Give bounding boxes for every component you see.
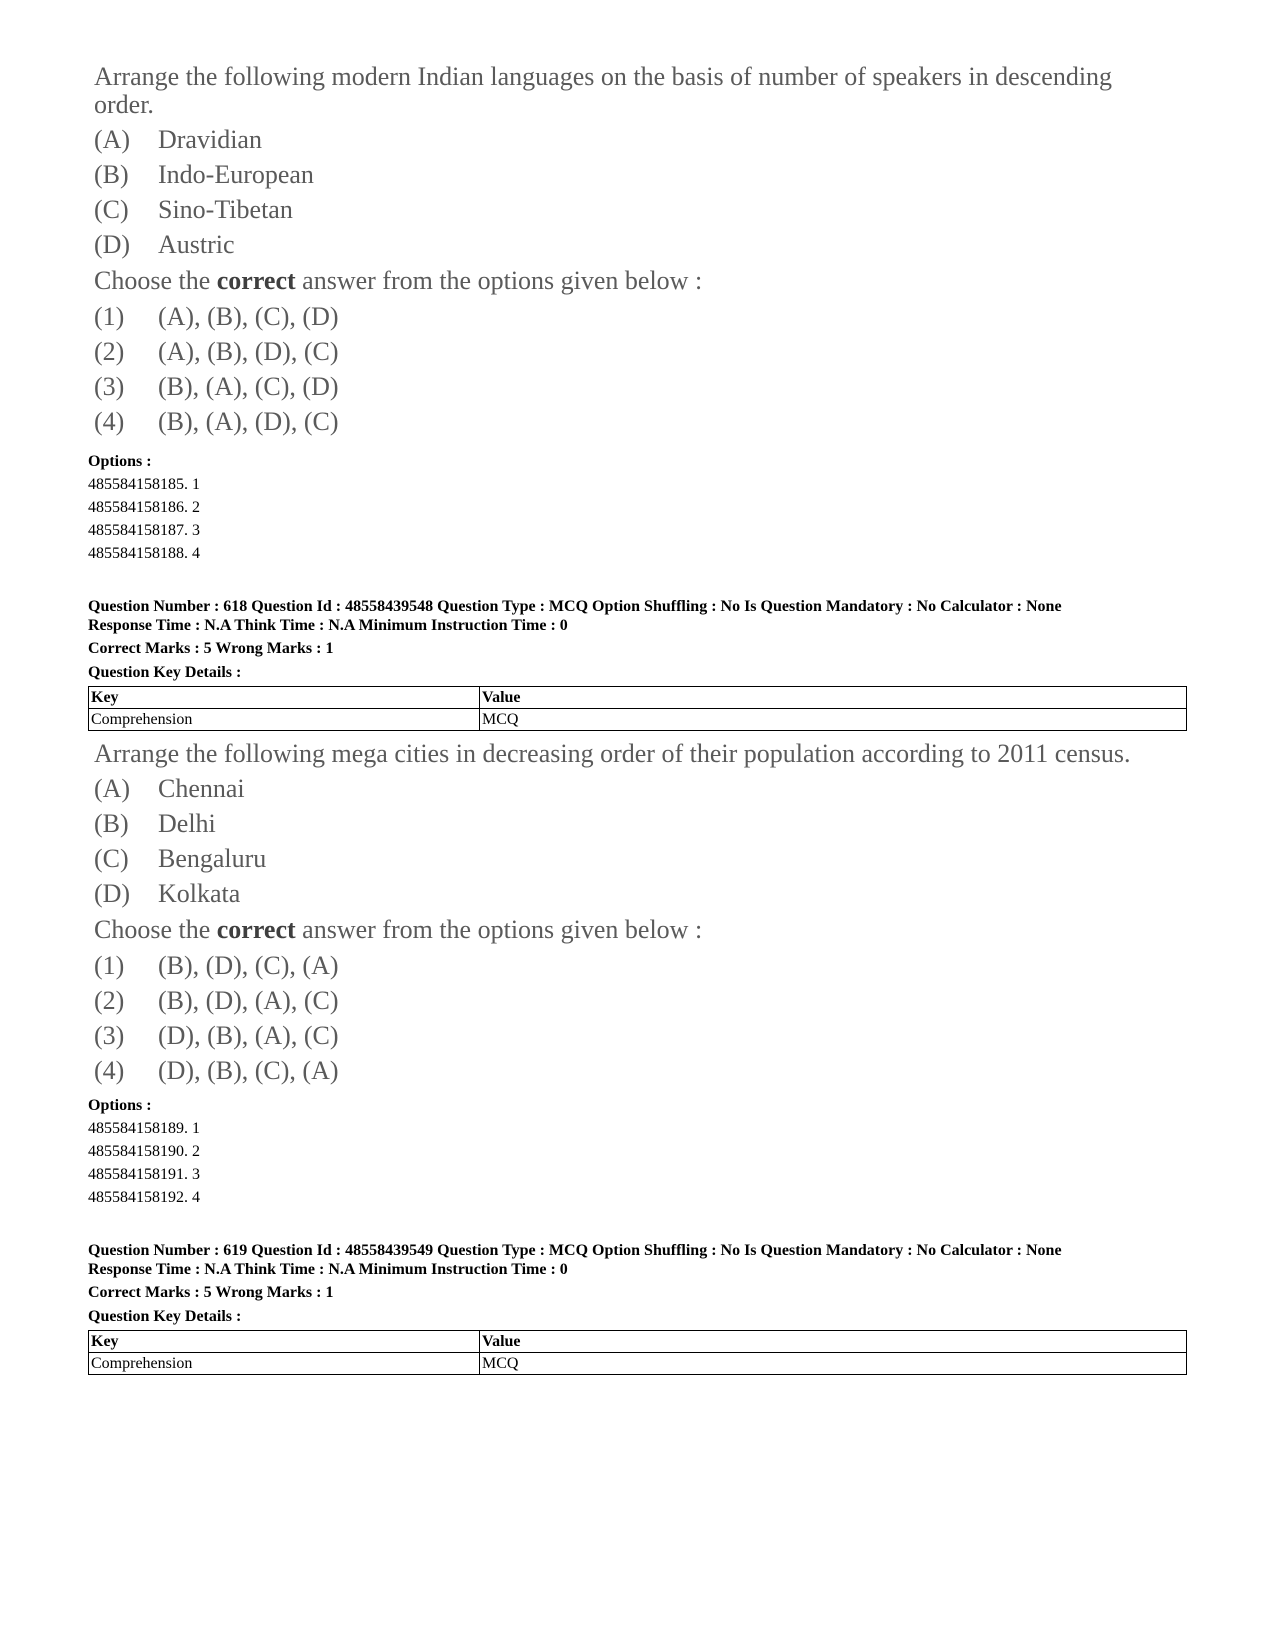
table-cell-value: MCQ (480, 1353, 1187, 1375)
table-cell-key: Comprehension (89, 709, 480, 731)
option-id-4: 485584158188. 4 (88, 545, 200, 562)
answer-text-2: (A), (B), (D), (C) (158, 337, 339, 366)
option-id-2: 485584158190. 2 (88, 1143, 200, 1160)
question-617-image (94, 62, 1194, 462)
question-key-details-label: Question Key Details : (88, 1308, 242, 1325)
options-heading: Options : (88, 453, 152, 470)
item-label-b: (B) (94, 809, 129, 838)
answer-label-4: (4) (94, 407, 125, 436)
question-stem-line-2: order. (94, 90, 154, 119)
choose-instruction: Choose the correct answer from the options given below : (94, 915, 703, 944)
question-key-table (88, 1330, 1187, 1375)
table-cell-value: MCQ (480, 709, 1187, 731)
question-meta-line-2: Response Time : N.A Think Time : N.A Minimum Instruction Time : 0 (88, 1261, 568, 1278)
table-cell-key: Comprehension (89, 1353, 480, 1375)
item-label-a: (A) (94, 125, 131, 154)
table-header-row (89, 687, 1187, 709)
answer-text-3: (B), (A), (C), (D) (158, 372, 339, 401)
item-text-a: Chennai (158, 774, 245, 803)
option-id-4: 485584158192. 4 (88, 1189, 200, 1206)
answer-text-2: (B), (D), (A), (C) (158, 986, 339, 1015)
table-header-key: Key (89, 687, 480, 709)
answer-label-2: (2) (94, 337, 125, 366)
answer-label-4: (4) (94, 1056, 125, 1085)
item-text-b: Delhi (158, 809, 216, 838)
question-stem-line-1: Arrange the following mega cities in decreasing order of their population according to 2011 census. (94, 739, 1131, 768)
answer-text-4: (B), (A), (D), (C) (158, 407, 339, 436)
table-header-key: Key (89, 1331, 480, 1353)
item-label-a: (A) (94, 774, 131, 803)
option-id-1: 485584158189. 1 (88, 1120, 200, 1137)
answer-label-3: (3) (94, 1021, 125, 1050)
table-header-row (89, 1331, 1187, 1353)
item-text-a: Dravidian (158, 125, 262, 154)
table-header-value: Value (480, 1331, 1187, 1353)
question-meta-line-1: Question Number : 619 Question Id : 48558439549 Question Type : MCQ Option Shuffling : No Is Question Mandatory : No Calculator : None (88, 1242, 1062, 1259)
question-key-table (88, 686, 1187, 731)
item-text-d: Austric (158, 230, 235, 259)
question-key-details-label: Question Key Details : (88, 664, 242, 681)
question-marks: Correct Marks : 5 Wrong Marks : 1 (88, 1284, 334, 1301)
answer-label-1: (1) (94, 951, 125, 980)
question-stem-line-1: Arrange the following modern Indian languages on the basis of number of speakers in descending (94, 62, 1113, 91)
question-meta-line-1: Question Number : 618 Question Id : 48558439548 Question Type : MCQ Option Shuffling : No Is Question Mandatory : No Calculator : None (88, 598, 1062, 615)
table-header-value: Value (480, 687, 1187, 709)
item-text-b: Indo-European (158, 160, 314, 189)
question-618-image (94, 739, 1194, 1109)
answer-text-1: (B), (D), (C), (A) (158, 951, 339, 980)
item-label-d: (D) (94, 230, 131, 259)
item-label-c: (C) (94, 844, 129, 873)
option-id-1: 485584158185. 1 (88, 476, 200, 493)
item-text-c: Sino-Tibetan (158, 195, 293, 224)
question-marks: Correct Marks : 5 Wrong Marks : 1 (88, 640, 334, 657)
table-row (89, 709, 1187, 731)
answer-label-3: (3) (94, 372, 125, 401)
answer-text-4: (D), (B), (C), (A) (158, 1056, 339, 1085)
item-text-c: Bengaluru (158, 844, 267, 873)
answer-label-2: (2) (94, 986, 125, 1015)
item-label-d: (D) (94, 879, 131, 908)
option-id-2: 485584158186. 2 (88, 499, 200, 516)
item-label-b: (B) (94, 160, 129, 189)
item-label-c: (C) (94, 195, 129, 224)
item-text-d: Kolkata (158, 879, 241, 908)
option-id-3: 485584158191. 3 (88, 1166, 200, 1183)
choose-instruction: Choose the correct answer from the options given below : (94, 266, 703, 295)
answer-label-1: (1) (94, 302, 125, 331)
option-id-3: 485584158187. 3 (88, 522, 200, 539)
answer-text-3: (D), (B), (A), (C) (158, 1021, 339, 1050)
answer-text-1: (A), (B), (C), (D) (158, 302, 339, 331)
options-heading: Options : (88, 1097, 152, 1114)
table-row (89, 1353, 1187, 1375)
question-meta-line-2: Response Time : N.A Think Time : N.A Minimum Instruction Time : 0 (88, 617, 568, 634)
